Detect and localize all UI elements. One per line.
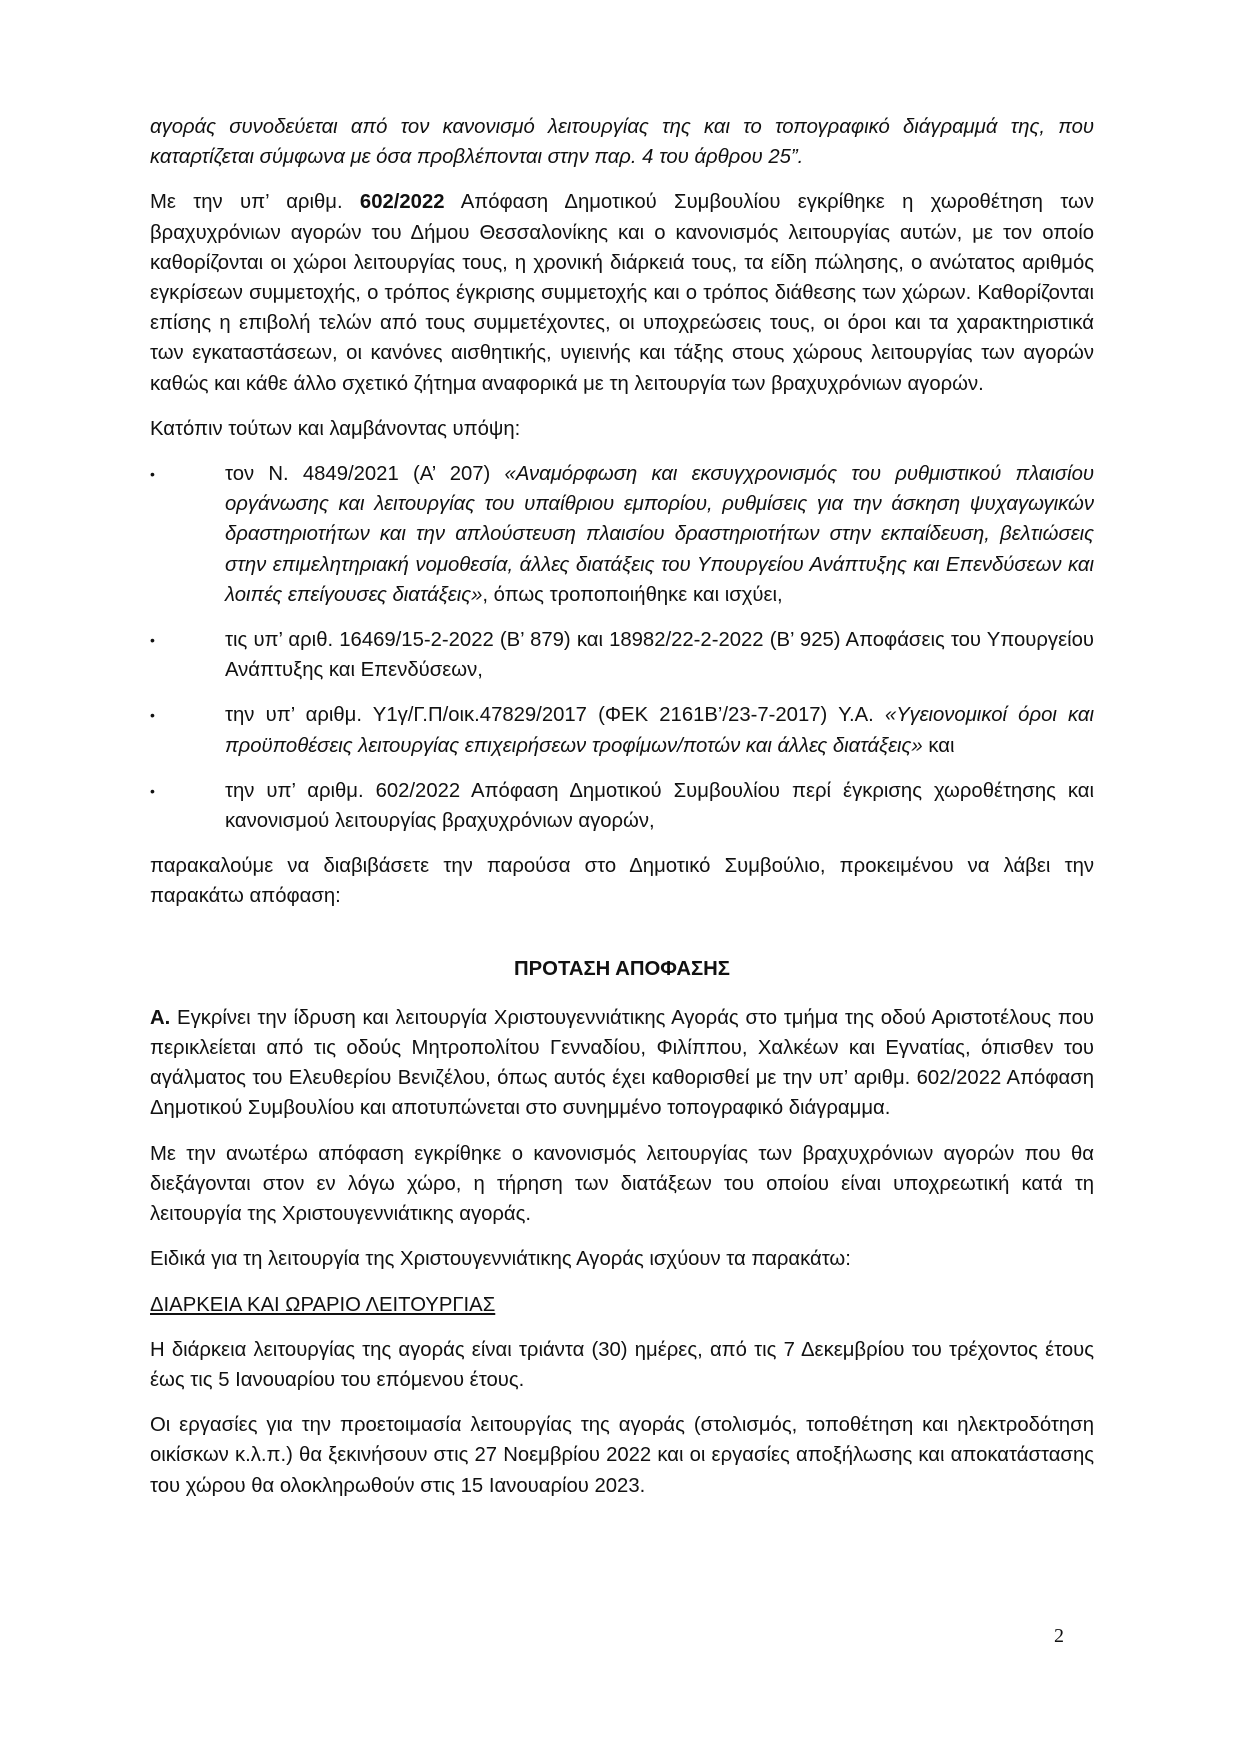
item-label: Α. — [150, 1006, 171, 1029]
law-title: «Αναμόρφωση και εκσυγχρονισμός του ρυθμιστικού πλαισίου οργάνωσης και λειτουργίας του υπαίθριου εμπορίου, ρυθμίσεις για την άσκηση ψυχαγωγικών δραστηριοτήτων και την απλούστευση πλαισίου δραστηριοτήτων στην εκπαίδευση, βελτιώσεις στην επιμελητηριακή νομοθεσία, άλλες διατάξεις του Υπουργείου Ανάπτυξης και Επενδύσεων και λοιπές επείγουσες διατάξεις» — [225, 463, 1095, 606]
bullet-icon: • — [150, 632, 155, 649]
paragraph-regulation: Με την ανωτέρω απόφαση εγκρίθηκε ο κανονισμός λειτουργίας των βραχυχρόνιων αγορών που θα διεξάγονται στον εν λόγω χώρο, η τήρηση των διατάξεων του οποίου είναι υποχρεωτική κατά τη λειτουργία της Χριστουγεννιάτικης αγοράς. — [150, 1142, 1094, 1226]
text-rest: Απόφαση Δημοτικού Συμβουλίου εγκρίθηκε η χωροθέτηση των βραχυχρόνιων αγορών του Δήμου Θεσσαλονίκης και ο κανονισμός λειτουργίας αυτών, με τον οποίο καθορίζονται οι χώροι λειτουργίας τους, η χρονική διάρκειά τους, τα είδη πώλησης, ο ανώτατος αριθμός εγκρίσεων συμμετοχής, ο τρόπος έγκρισης συμμετοχής και ο τρόπος διάθεσης των χώρων. Καθορίζονται επίσης η επιβολή τελών από τους συμμετέχοντες, οι υποχρεώσεις τους, οι όροι και τα χαρακτηριστικά των εγκαταστάσεων, οι κανόνες αισθητικής, υγιεινής και τάξης στους χώρους λειτουργίας των αγορών καθώς και κάθε άλλο σχετικό ζήτημα αναφορικά με τη λειτουργία των βραχυχρόνιων αγορών. — [150, 191, 1094, 395]
bullet-item-law — [150, 459, 1094, 610]
document-page — [150, 112, 1094, 1516]
bullet-icon: • — [150, 466, 155, 483]
paragraph-request: παρακαλούμε να διαβιβάσετε την παρούσα στο Δημοτικό Συμβούλιο, προκειμένου να λάβει την παρακάτω απόφαση: — [150, 855, 1094, 908]
decision-number: 602/2022 — [359, 191, 445, 214]
page-number: 2 — [1054, 1625, 1064, 1647]
paragraph-intro — [150, 112, 1094, 172]
text-rest: Εγκρίνει την ίδρυση και λειτουργία Χριστουγεννιάτικης Αγοράς στο τμήμα της οδού Αριστοτέλους που περικλείεται από τις οδούς Μητροπολίτου Γενναδίου, Φιλίππου, Χαλκέων και Εγνατίας, όπισθεν του αγάλματος του Ελευθερίου Βενιζέλου, όπως αυτός έχει καθορισθεί με την υπ’ αριθμ. 602/2022 Απόφαση Δημοτικού Συμβουλίου και αποτυπώνεται στο συνημμένο τοπογραφικό διάγραμμα. — [150, 1006, 1094, 1120]
subheading-duration: ΔΙΑΡΚΕΙΑ ΚΑΙ ΩΡΑΡΙΟ ΛΕΙΤΟΥΡΓΙΑΣ — [150, 1293, 496, 1316]
paragraph-approval-a — [150, 1003, 1094, 1124]
bullet-suffix: , όπως τροποποιήθηκε και ισχύει, — [482, 583, 783, 606]
paragraph-duration: Η διάρκεια λειτουργίας της αγοράς είναι τριάντα (30) ημέρες, από τις 7 Δεκεμβρίου του τρέχοντος έτους έως τις 5 Ιανουαρίου του επόμενου έτους. — [150, 1338, 1094, 1391]
paragraph-decision-602 — [150, 187, 1094, 398]
paragraph-specifics: Ειδικά για τη λειτουργία της Χριστουγεννιάτικης Αγοράς ισχύουν τα παρακάτω: — [150, 1248, 851, 1271]
italic-quote: αγοράς συνοδεύεται από τον κανονισμό λειτουργίας της και το τοπογραφικό διάγραμμά της, που καταρτίζεται σύμφωνα με όσα προβλέπονται στην παρ. 4 του άρθρου 25”. — [150, 116, 1094, 169]
bullet-prefix: την υπ’ αριθμ. Υ1γ/Γ.Π/οικ.47829/2017 (ΦΕΚ 2161Β’/23-7-2017) Υ.Α. — [225, 704, 885, 727]
text-prefix: Με την υπ’ αριθμ. — [150, 191, 360, 214]
bullet-prefix: τον Ν. 4849/2021 (Α’ 207) — [225, 463, 505, 486]
decision-title: «Υγειονομικοί όροι και προϋποθέσεις λειτουργίας επιχειρήσεων τροφίμων/ποτών και άλλες διατάξεις» — [225, 704, 1094, 757]
bullet-item-council-decision — [150, 776, 1094, 836]
bullet-text: τις υπ’ αριθ. 16469/15-2-2022 (Β’ 879) και 18982/22-2-2022 (Β’ 925) Αποφάσεις του Υπουργείου Ανάπτυξης και Επενδύσεων, — [225, 629, 1094, 682]
paragraph-preparation: Οι εργασίες για την προετοιμασία λειτουργίας της αγοράς (στολισμός, τοποθέτηση και ηλεκτροδότηση οικίσκων κ.λ.π.) θα ξεκινήσουν στις 27 Νοεμβρίου 2022 και οι εργασίες αποξήλωσης και αποκατάστασης του χώρου θα ολοκληρωθούν στις 15 Ιανουαρίου 2023. — [150, 1414, 1094, 1497]
bullet-icon: • — [150, 707, 155, 724]
bullet-item-ministerial-decisions — [150, 625, 1094, 685]
section-heading: ΠΡΟΤΑΣΗ ΑΠΟΦΑΣΗΣ — [514, 957, 730, 980]
bullet-text — [225, 459, 1094, 610]
bullet-text: την υπ’ αριθμ. 602/2022 Απόφαση Δημοτικού Συμβουλίου περί έγκρισης χωροθέτησης και κανονισμού λειτουργίας βραχυχρόνιων αγορών, — [225, 779, 1094, 833]
bullet-icon: • — [150, 782, 155, 799]
paragraph-considering: Κατόπιν τούτων και λαμβάνοντας υπόψη: — [150, 417, 521, 440]
bullet-item-health-decision — [150, 700, 1094, 760]
bullet-text — [225, 700, 1094, 760]
bullet-suffix: και — [922, 734, 955, 757]
